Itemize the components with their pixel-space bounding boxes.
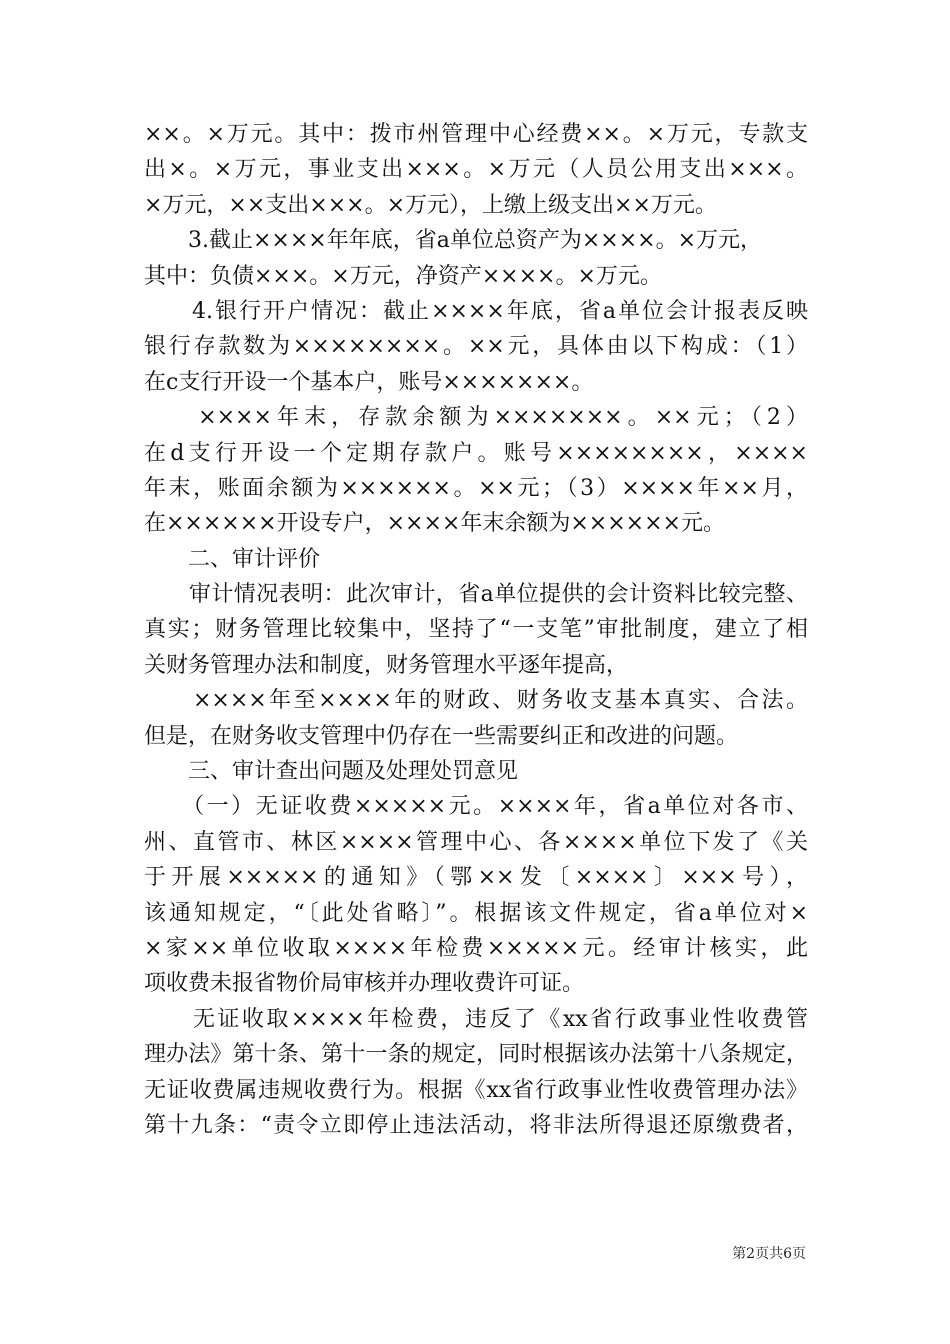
- text-line: 无证收取××××年检费，违反了《xx省行政事业性收费管: [144, 1006, 808, 1032]
- text-line: 二、审计评价: [144, 546, 321, 572]
- text-line: 年末，账面余额为××××××。××元；（3）××××年××月，: [144, 475, 808, 501]
- text-line: ×家××单位收取××××年检费×××××元。经审计核实，此: [144, 935, 808, 961]
- page-number: 第2页共6页: [732, 1246, 806, 1262]
- text-line: （一）无证收费×××××元。××××年，省a单位对各市、: [144, 794, 808, 820]
- text-line: 4.银行开户情况：截止××××年底，省a单位会计报表反映: [144, 298, 808, 324]
- text-line: 其中：负债×××。×万元，净资产××××。×万元。: [144, 263, 662, 289]
- text-line: 三、审计查出问题及处理处罚意见: [144, 759, 519, 785]
- text-line: 无证收费属违规收费行为。根据《xx省行政事业性收费管理办法》: [144, 1077, 808, 1103]
- text-line: 于开展×××××的通知》（鄂××发〔××××〕×××号），: [144, 865, 808, 891]
- text-line: 在c支行开设一个基本户，账号×××××××。: [144, 369, 594, 395]
- document-body: [144, 117, 808, 1143]
- text-line: 关财务管理办法和制度，财务管理水平逐年提高，: [144, 652, 629, 678]
- text-line: 第十九条：“责令立即停止违法活动，将非法所得退还原缴费者，: [144, 1112, 808, 1138]
- text-line: 审计情况表明：此次审计，省a单位提供的会计资料比较完整、: [144, 582, 808, 608]
- text-line: ××××年末，存款余额为×××××××。××元；（2）: [144, 405, 808, 431]
- text-line: 在d支行开设一个定期存款户。账号××××××××，××××: [144, 440, 808, 466]
- text-line: ×万元，××支出×××。×万元），上缴上级支出××万元。: [144, 192, 717, 218]
- text-line: 理办法》第十条、第十一条的规定，同时根据该办法第十八条规定，: [144, 1042, 808, 1068]
- text-line: 项收费未报省物价局审核并办理收费许可证。: [144, 971, 585, 997]
- text-line: 州、直管市、林区××××管理中心、各××××单位下发了《关: [144, 829, 808, 855]
- text-line: ××××年至××××年的财政、财务收支基本真实、合法。: [144, 688, 808, 714]
- text-line: 该通知规定，“〔此处省略〕”。根据该文件规定，省a单位对×: [144, 900, 808, 926]
- text-line: 但是，在财务收支管理中仍存在一些需要纠正和改进的问题。: [144, 723, 739, 749]
- text-line: 3.截止××××年年底，省a单位总资产为××××。×万元，: [144, 228, 763, 254]
- text-line: ××。×万元。其中：拨市州管理中心经费××。×万元，专款支: [144, 122, 808, 147]
- text-line: 出×。×万元，事业支出×××。×万元（人员公用支出×××。: [144, 157, 808, 183]
- text-line: 真实；财务管理比较集中，坚持了“一支笔”审批制度，建立了相: [144, 617, 808, 643]
- text-line: 银行存款数为××××××××。××元，具体由以下构成：（1）: [144, 334, 808, 360]
- text-line: 在××××××开设专户，××××年末余额为××××××元。: [144, 511, 725, 537]
